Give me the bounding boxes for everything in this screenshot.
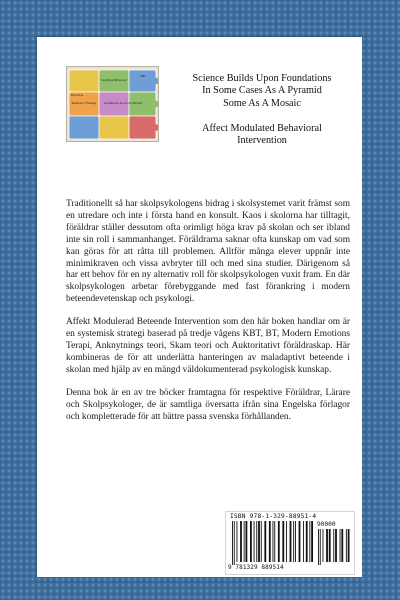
method-title xyxy=(172,123,352,148)
tagline xyxy=(172,73,352,110)
barcode-bar xyxy=(261,521,262,562)
barcode-bar xyxy=(264,521,266,562)
barcode-bar xyxy=(244,521,245,562)
barcode-bar xyxy=(326,529,328,562)
barcode-bar xyxy=(309,521,310,562)
barcode-bar xyxy=(318,529,319,565)
barcode-bar xyxy=(323,529,324,562)
barcode-bar xyxy=(329,529,331,562)
puzzle-piece-label: DBT xyxy=(140,75,146,78)
barcode-bar xyxy=(341,529,343,562)
barcode-bar xyxy=(278,521,280,562)
puzzle-piece xyxy=(69,116,99,139)
barcode-bar xyxy=(306,521,308,562)
barcode-digits: 9 781329 889514 xyxy=(228,564,284,571)
puzzle-piece xyxy=(129,116,156,139)
barcode-bar xyxy=(282,521,284,562)
puzzle-piece-label: Behaviour Therapy xyxy=(71,102,97,105)
barcode-bar xyxy=(274,521,275,562)
barcode-bar xyxy=(273,521,274,562)
barcode-bar xyxy=(250,521,252,562)
puzzle-mosaic-image xyxy=(66,66,159,142)
barcode-bar xyxy=(340,529,341,562)
barcode-bar xyxy=(293,521,294,562)
tagline-line-1: Science Builds Upon Foundations xyxy=(192,73,332,84)
tagline-line-3: Some As A Mosaic xyxy=(223,97,301,109)
puzzle-piece-label: Cognitive Behaviour xyxy=(100,79,128,82)
blurb xyxy=(66,199,350,434)
blurb-paragraph-3: Denna bok är en av tre böcker framtagna för respektive Föräldrar, Lärare och Skolpsykologer, de är samtliga översatta ifrån sina Engelska förlagor och kompletterade för att bättre passa svenska förhållanden. xyxy=(66,387,350,422)
puzzle-piece xyxy=(99,116,129,139)
barcode-bar xyxy=(234,521,235,565)
puzzle-piece-label: Emotions xyxy=(71,94,84,97)
barcode-bar xyxy=(240,521,242,562)
barcode-bar xyxy=(311,521,313,562)
blurb-paragraph-2: Affekt Modulerad Beteende Intervention som den här boken handlar om är en systemisk strategi baserad på tredje vågens KBT, BT, Modern Emotions Terapi, Anknytnings teori, Skam teori och Auktoritativt föräldraskap. Här kombineras de för att underlätta hanteringen av maladaptivt beteende i skolan med hjälp av en mängd väldokumenterad psykologisk kunskap. xyxy=(66,317,350,375)
price-code: 90000 xyxy=(317,521,336,528)
isbn-barcode xyxy=(225,511,355,575)
barcode-bar xyxy=(286,521,287,562)
puzzle-piece xyxy=(129,70,156,92)
barcode-bar xyxy=(295,521,296,562)
method-title-line-1: Affect Modulated Behavioral xyxy=(202,123,322,134)
puzzle-piece-label: Acceptance and Commitment xyxy=(103,102,143,105)
barcode-bar xyxy=(320,529,321,565)
puzzle-mosaic-graphic xyxy=(67,67,158,141)
barcode-bar xyxy=(246,521,248,562)
barcode-bar xyxy=(335,529,337,562)
barcode-bar xyxy=(269,521,271,562)
blurb-paragraph-1: Traditionellt så har skolpsykologens bidrag i skolsystemet varit främst som en utredare och inte i första hand en konsult. Kaos i skolorna har tilltagit, föräldrar ställer dessutom ofta orimligt höga krav på skolan och ser ibland inte sin roll i sammanhanget. Föräldrarna saknar ofta kunskap om vad som kan göras för att råtta till problemen. Alltför många elever uppnår inte minimikraven och vissa avbryter till och med sina studier. Därigenom så har ett behov för en ny alternativ roll för skolpsykologen vuxit fram. En där skolpsykologen arbetar förebyggande med fast förankring i modern beteendevetenskap och psykologi. xyxy=(66,199,350,305)
barcode-bar xyxy=(232,521,233,565)
barcode-bar xyxy=(254,521,255,562)
puzzle-piece xyxy=(69,70,99,92)
barcode-bar xyxy=(303,521,304,562)
tagline-line-2: In Some Cases As A Pyramid xyxy=(202,85,322,97)
barcode-bar xyxy=(299,521,301,562)
barcode-bar xyxy=(333,529,334,562)
barcode-bar xyxy=(256,521,257,562)
barcode-bar xyxy=(237,521,238,562)
isbn-number: ISBN 978-1-329-88951-4 xyxy=(230,513,317,520)
barcode-bar xyxy=(290,521,292,562)
barcode-bar xyxy=(348,529,350,562)
back-cover-panel xyxy=(37,37,362,577)
barcode-bar xyxy=(258,521,260,562)
method-title-line-2: Intervention xyxy=(237,135,287,147)
barcode-bar xyxy=(346,529,347,562)
header-area xyxy=(37,37,362,147)
